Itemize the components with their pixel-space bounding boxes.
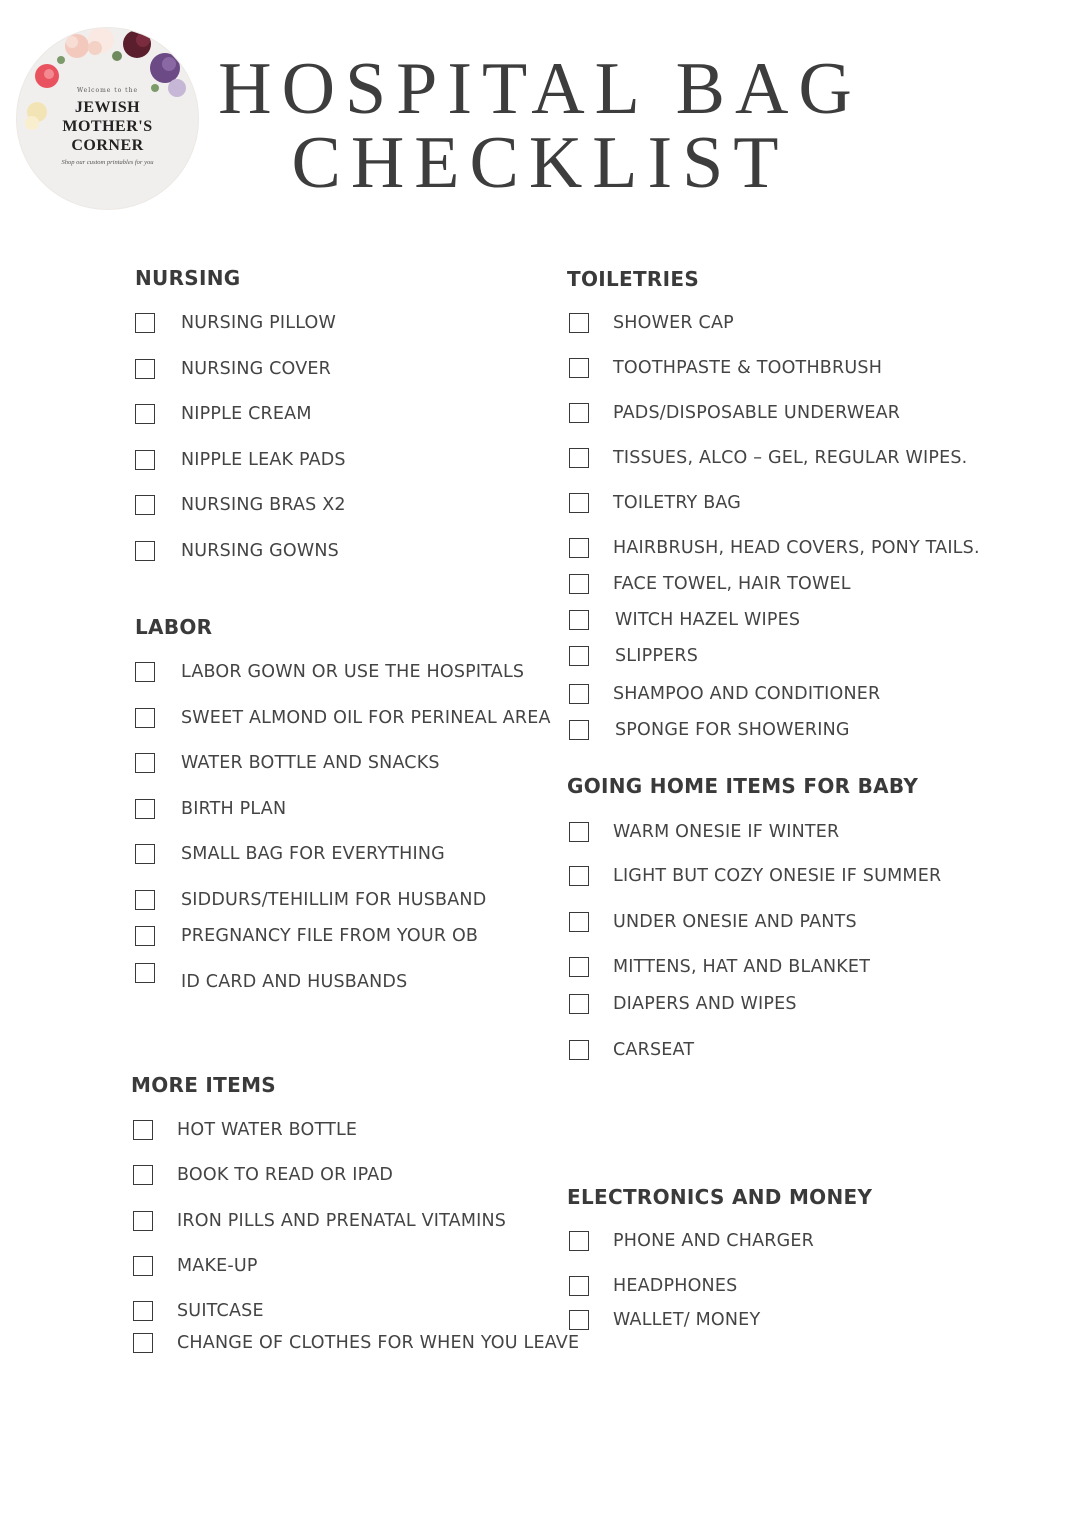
checkbox[interactable] — [569, 1276, 589, 1296]
checkbox[interactable] — [569, 646, 589, 666]
item-label: CHANGE OF CLOTHES FOR WHEN YOU LEAVE — [177, 1333, 580, 1353]
checkbox[interactable] — [135, 844, 155, 864]
item-label: NURSING PILLOW — [181, 313, 337, 333]
checkbox[interactable] — [569, 574, 589, 594]
item-label: TOOTHPASTE & TOOTHBRUSH — [613, 358, 883, 378]
checkbox[interactable] — [135, 359, 155, 379]
checkbox[interactable] — [135, 753, 155, 773]
logo-brand-name: JEWISH MOTHER'S CORNER — [62, 99, 153, 154]
item-label: TOILETRY BAG — [613, 493, 742, 513]
item-label: LABOR GOWN OR USE THE HOSPITALS — [181, 662, 525, 682]
checkbox[interactable] — [135, 450, 155, 470]
item-label: HEADPHONES — [613, 1276, 738, 1296]
item-label: SHAMPOO AND CONDITIONER — [613, 684, 881, 704]
checkbox[interactable] — [569, 866, 589, 886]
item-label: ID CARD AND HUSBANDS — [181, 972, 408, 992]
checkbox[interactable] — [569, 822, 589, 842]
section-heading-electronics-money: ELECTRONICS AND MONEY — [567, 1185, 873, 1209]
section-heading-nursing: NURSING — [135, 266, 241, 290]
checkbox[interactable] — [135, 662, 155, 682]
checkbox[interactable] — [133, 1165, 153, 1185]
checkbox[interactable] — [133, 1256, 153, 1276]
item-label: NURSING COVER — [181, 359, 332, 379]
item-label: SIDDURS/TEHILLIM FOR HUSBAND — [181, 890, 487, 910]
checkbox[interactable] — [569, 912, 589, 932]
section-heading-labor: LABOR — [135, 615, 213, 639]
checkbox[interactable] — [135, 495, 155, 515]
checkbox[interactable] — [569, 994, 589, 1014]
checkbox[interactable] — [569, 1231, 589, 1251]
checkbox[interactable] — [135, 404, 155, 424]
item-label: WALLET/ MONEY — [613, 1310, 761, 1330]
item-label: SPONGE FOR SHOWERING — [615, 720, 850, 740]
checkbox[interactable] — [569, 448, 589, 468]
item-label: TISSUES, ALCO – GEL, REGULAR WIPES. — [613, 448, 968, 468]
item-label: HOT WATER BOTTLE — [177, 1120, 358, 1140]
checkbox[interactable] — [133, 1120, 153, 1140]
checkbox[interactable] — [569, 1040, 589, 1060]
checkbox[interactable] — [133, 1333, 153, 1353]
item-label: BIRTH PLAN — [181, 799, 287, 819]
item-label: IRON PILLS AND PRENATAL VITAMINS — [177, 1211, 507, 1231]
item-label: MAKE-UP — [177, 1256, 258, 1276]
item-label: LIGHT BUT COZY ONESIE IF SUMMER — [613, 866, 942, 886]
title-line-1: HOSPITAL BAG — [218, 48, 862, 130]
item-label: SHOWER CAP — [613, 313, 734, 333]
checkbox[interactable] — [135, 926, 155, 946]
item-label: SWEET ALMOND OIL FOR PERINEAL AREA — [181, 708, 551, 728]
checkbox[interactable] — [569, 538, 589, 558]
checkbox[interactable] — [569, 403, 589, 423]
item-label: SUITCASE — [177, 1301, 264, 1321]
item-label: WITCH HAZEL WIPES — [615, 610, 801, 630]
page-title — [215, 48, 865, 204]
item-label: NURSING GOWNS — [181, 541, 339, 561]
checkbox[interactable] — [569, 1310, 589, 1330]
item-label: HAIRBRUSH, HEAD COVERS, PONY TAILS. — [613, 538, 980, 558]
checkbox[interactable] — [569, 720, 589, 740]
item-label: BOOK TO READ OR IPAD — [177, 1165, 394, 1185]
item-label: NIPPLE CREAM — [181, 404, 312, 424]
section-heading-toiletries: TOILETRIES — [567, 267, 700, 291]
checkbox[interactable] — [135, 541, 155, 561]
section-heading-more-items: MORE ITEMS — [131, 1073, 276, 1097]
checkbox[interactable] — [569, 313, 589, 333]
checkbox[interactable] — [135, 890, 155, 910]
checkbox[interactable] — [569, 493, 589, 513]
item-label: WATER BOTTLE AND SNACKS — [181, 753, 440, 773]
title-line-2: CHECKLIST — [291, 122, 789, 204]
item-label: MITTENS, HAT AND BLANKET — [613, 957, 871, 977]
checkbox[interactable] — [569, 358, 589, 378]
brand-logo-badge — [17, 28, 198, 209]
checkbox[interactable] — [133, 1301, 153, 1321]
item-label: NURSING BRAS X2 — [181, 495, 346, 515]
checkbox[interactable] — [135, 799, 155, 819]
item-label: FACE TOWEL, HAIR TOWEL — [613, 574, 851, 594]
logo-welcome-text: Welcome to the — [76, 87, 139, 94]
checkbox[interactable] — [135, 313, 155, 333]
checkbox[interactable] — [569, 610, 589, 630]
item-label: PREGNANCY FILE FROM YOUR OB — [181, 926, 479, 946]
item-label: UNDER ONESIE AND PANTS — [613, 912, 857, 932]
section-heading-going-home-baby: GOING HOME ITEMS FOR BABY — [567, 774, 919, 798]
item-label: CARSEAT — [613, 1040, 695, 1060]
checkbox[interactable] — [135, 708, 155, 728]
item-label: SLIPPERS — [615, 646, 699, 666]
checkbox[interactable] — [569, 684, 589, 704]
item-label: PADS/DISPOSABLE UNDERWEAR — [613, 403, 901, 423]
item-label: DIAPERS AND WIPES — [613, 994, 797, 1014]
item-label: SMALL BAG FOR EVERYTHING — [181, 844, 445, 864]
item-label: NIPPLE LEAK PADS — [181, 450, 346, 470]
checkbox[interactable] — [569, 957, 589, 977]
checkbox[interactable] — [135, 963, 155, 983]
checkbox[interactable] — [133, 1211, 153, 1231]
logo-tagline: Shop our custom printables for you — [61, 159, 154, 166]
item-label: WARM ONESIE IF WINTER — [613, 822, 840, 842]
item-label: PHONE AND CHARGER — [613, 1231, 814, 1251]
